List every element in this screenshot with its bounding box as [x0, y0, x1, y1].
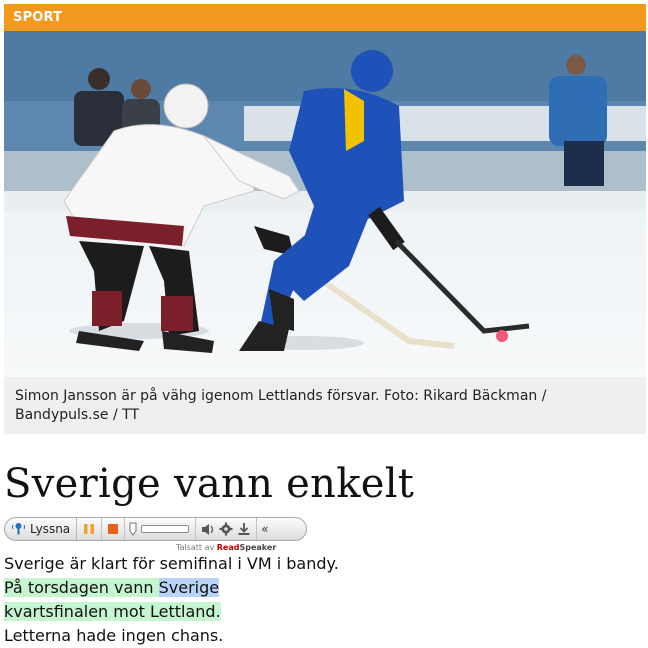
pause-button[interactable] — [77, 518, 102, 540]
stop-button[interactable] — [102, 518, 125, 540]
photo-caption: Simon Jansson är på vähg igenom Lettlands försvar. Foto: Rikard Bäckman / Bandypuls.se / TT — [4, 377, 646, 434]
pause-icon — [82, 523, 96, 535]
highlighted-sentence-part: kvartsfinalen mot Lettland. — [4, 602, 221, 621]
credit-brand-read: Read — [216, 543, 240, 552]
listen-label: Lyssna — [30, 522, 71, 536]
progress-slider[interactable] — [125, 518, 196, 540]
credit-prefix: Talsatt av — [176, 543, 215, 552]
body-line-2 — [4, 576, 339, 600]
body-line-4: Letterna hade ingen chans. — [4, 626, 224, 645]
article-photo — [4, 31, 646, 377]
highlighted-sentence-part: På torsdagen vann — [4, 578, 159, 597]
body-line-1: Sverige är klart för semifinal i VM i bandy. — [4, 554, 339, 573]
readspeaker-player — [4, 517, 307, 541]
article-headline: Sverige vann enkelt — [4, 461, 415, 507]
progress-track[interactable] — [141, 525, 189, 533]
listen-button[interactable] — [5, 518, 77, 540]
body-line-3 — [4, 600, 339, 624]
collapse-icon[interactable]: « — [261, 522, 269, 536]
volume-icon[interactable] — [201, 523, 215, 536]
slider-handle-icon — [129, 522, 137, 536]
highlighted-word: Sverige — [158, 578, 220, 597]
article-body — [4, 552, 339, 648]
section-label[interactable]: SPORT — [4, 4, 646, 31]
download-icon[interactable] — [237, 522, 251, 536]
credit-brand-speaker: Speaker — [239, 543, 277, 552]
readspeaker-credit[interactable] — [176, 543, 276, 552]
speaker-icon — [12, 522, 25, 536]
stop-icon — [107, 523, 119, 535]
gear-icon[interactable] — [219, 522, 233, 536]
